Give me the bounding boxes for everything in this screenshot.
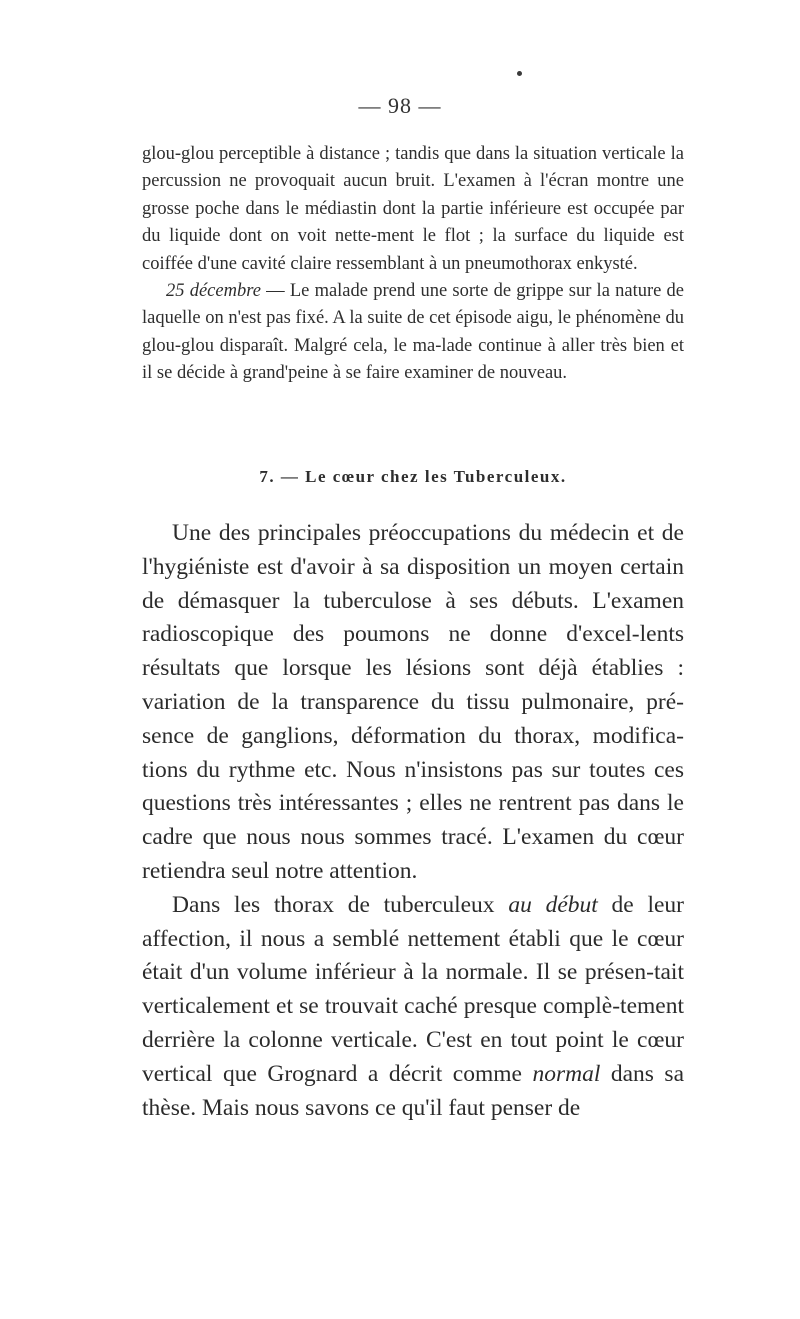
paragraph-2-part-2: de leur affection, il nous a semblé nettement établi que le cœur était d'un volume inférieur à la normale. Il se présen-tait verticalement et se trouvait caché presque complè-tement derrière la colonne verticale. C'est en tout point le cœur vertical que Grognard a décrit comme (142, 891, 685, 1087)
top-paragraph: glou-glou perceptible à distance ; tandis que dans la situation verticale la percussion ne provoquait aucun bruit. L'examen à l'écran montre une grosse poche dans le médiastin dont la partie inférieure est occupée par du liquide dont on voit nette-ment le flot ; la surface du liquide est coiffée d'une cavité claire ressemblant à un pneumothorax enkysté. (142, 144, 684, 274)
paragraph-2-part-1: Dans les thorax de tuberculeux (172, 891, 509, 918)
paragraph-2-part-3: dans sa thèse. Mais nous savons ce qu'il faut penser de (142, 1060, 685, 1121)
case-notes (142, 141, 684, 388)
date-label: 25 décembre (166, 281, 261, 302)
paragraph-1: Une des principales préoccupations du médecin et de l'hygiéniste est d'avoir à sa disposition un moyen certain de démasquer la tuberculose à ses débuts. L'examen radioscopique des poumons ne donne d'excel-lents résultats que lorsque les lésions sont déjà établies : variation de la transparence du tissu pulmonaire, pré-sence de ganglions, déformation du thorax, modifica-tions du rythme etc. Nous n'insistons pas sur toutes ces questions très intéressantes ; elles ne rentrent pas dans le cadre que nous nous sommes tracé. L'examen du cœur retiendra seul notre attention. (142, 520, 684, 884)
dated-paragraph-text: — Le malade prend une sorte de grippe sur la nature de laquelle on n'est pas fixé. A la suite de cet épisode aigu, le phénomène du glou-glou disparaît. Malgré cela, le ma-lade continue à aller très bien et il se décide à grand'peine à se faire examiner de nouveau. (142, 281, 685, 384)
main-text (142, 517, 684, 1125)
dated-paragraph (142, 278, 684, 388)
section-heading: 7. — Le cœur chez les Tuberculeux. (259, 467, 567, 486)
emphasis-normal: normal (532, 1060, 601, 1087)
printing-speck (517, 71, 522, 76)
paragraph-2 (142, 889, 684, 1126)
page-number: — 98 — (358, 93, 442, 118)
emphasis-au-debut: au début (508, 891, 598, 918)
